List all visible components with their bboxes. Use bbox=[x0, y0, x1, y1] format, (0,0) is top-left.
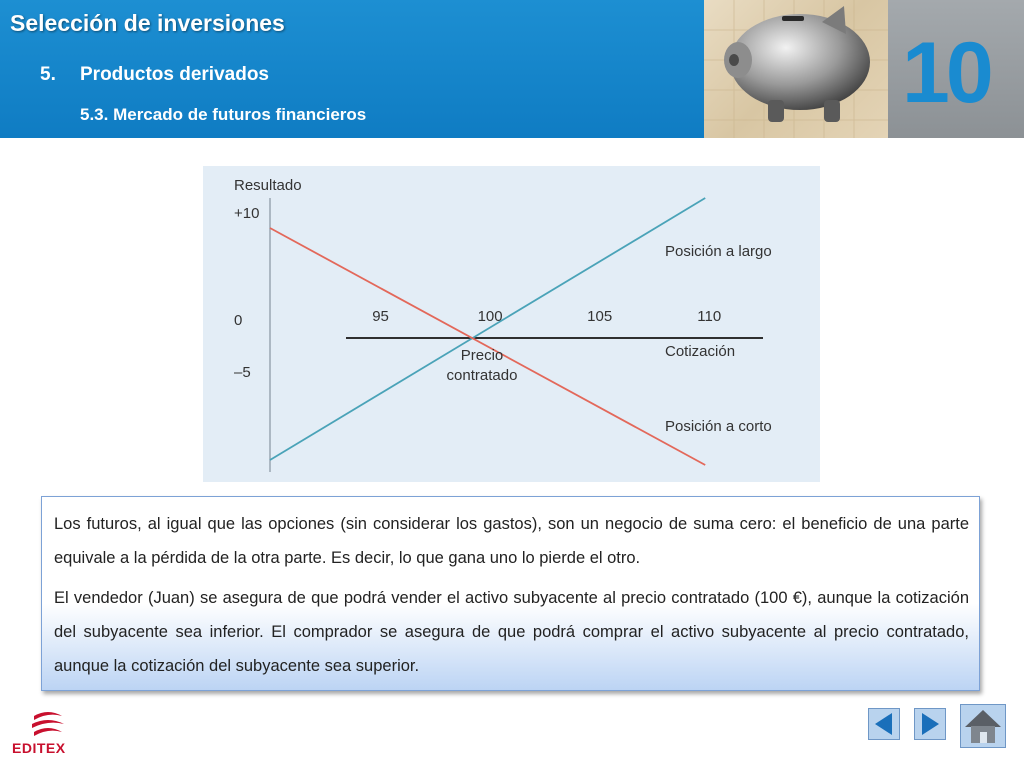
home-icon bbox=[961, 705, 1005, 747]
annotation-line1: Precio bbox=[460, 347, 504, 364]
previous-slide-button[interactable] bbox=[868, 708, 900, 740]
y-tick-label: –5 bbox=[234, 364, 251, 381]
section-heading bbox=[40, 64, 269, 86]
unit-badge bbox=[888, 0, 1024, 138]
x-tick-label: 95 bbox=[372, 308, 389, 325]
series-label-short: Posición a corto bbox=[665, 418, 772, 435]
y-axis-label: Resultado bbox=[234, 177, 302, 194]
subsection-heading: 5.3. Mercado de futuros financieros bbox=[80, 105, 367, 124]
x-tick-label: 105 bbox=[587, 308, 613, 325]
annotation-line2: contratado bbox=[446, 367, 518, 384]
editex-logo bbox=[12, 710, 78, 758]
next-slide-button[interactable] bbox=[914, 708, 946, 740]
chart-svg bbox=[203, 166, 820, 482]
series-label-long: Posición a largo bbox=[665, 243, 772, 260]
paragraph-seller-buyer: El vendedor (Juan) se asegura de que podrá vender el activo subyacente al precio contratado (100 €), aunque la cotización del subyacente sea inferior. El comprador se asegura de que podrá comprar el activo subyacente al precio contratado, aunque la cotización del subyacente sea superior. bbox=[54, 589, 969, 675]
futures-payoff-chart bbox=[203, 166, 820, 482]
explanation-box bbox=[41, 496, 980, 691]
next-arrow-icon bbox=[915, 709, 945, 739]
editex-logo-icon bbox=[28, 710, 68, 740]
section-number: 5. bbox=[40, 64, 56, 85]
series-line-long bbox=[270, 198, 705, 460]
piggy-bank-image bbox=[704, 0, 888, 138]
section-title: Productos derivados bbox=[80, 64, 269, 85]
piggy-bank-icon bbox=[704, 0, 888, 138]
page-title: Selección de inversiones bbox=[10, 10, 285, 36]
x-axis-label: Cotización bbox=[665, 343, 736, 360]
y-tick-label: +10 bbox=[234, 205, 260, 222]
home-button[interactable] bbox=[960, 704, 1006, 748]
x-tick-label: 110 bbox=[697, 308, 722, 325]
y-tick-label: 0 bbox=[234, 312, 243, 329]
logo-wordmark: EDITEX bbox=[12, 740, 66, 756]
header-banner bbox=[0, 0, 704, 138]
x-tick-label: 100 bbox=[477, 308, 503, 325]
unit-number: 10 bbox=[902, 25, 990, 121]
paragraph-zero-sum: Los futuros, al igual que las opciones (sin considerar los gastos), son un negocio de suma cero: el beneficio de una parte equivale a la pérdida de la otra parte. Es decir, lo que gana uno lo pierde el otro. bbox=[54, 515, 969, 567]
prev-arrow-icon bbox=[869, 709, 899, 739]
